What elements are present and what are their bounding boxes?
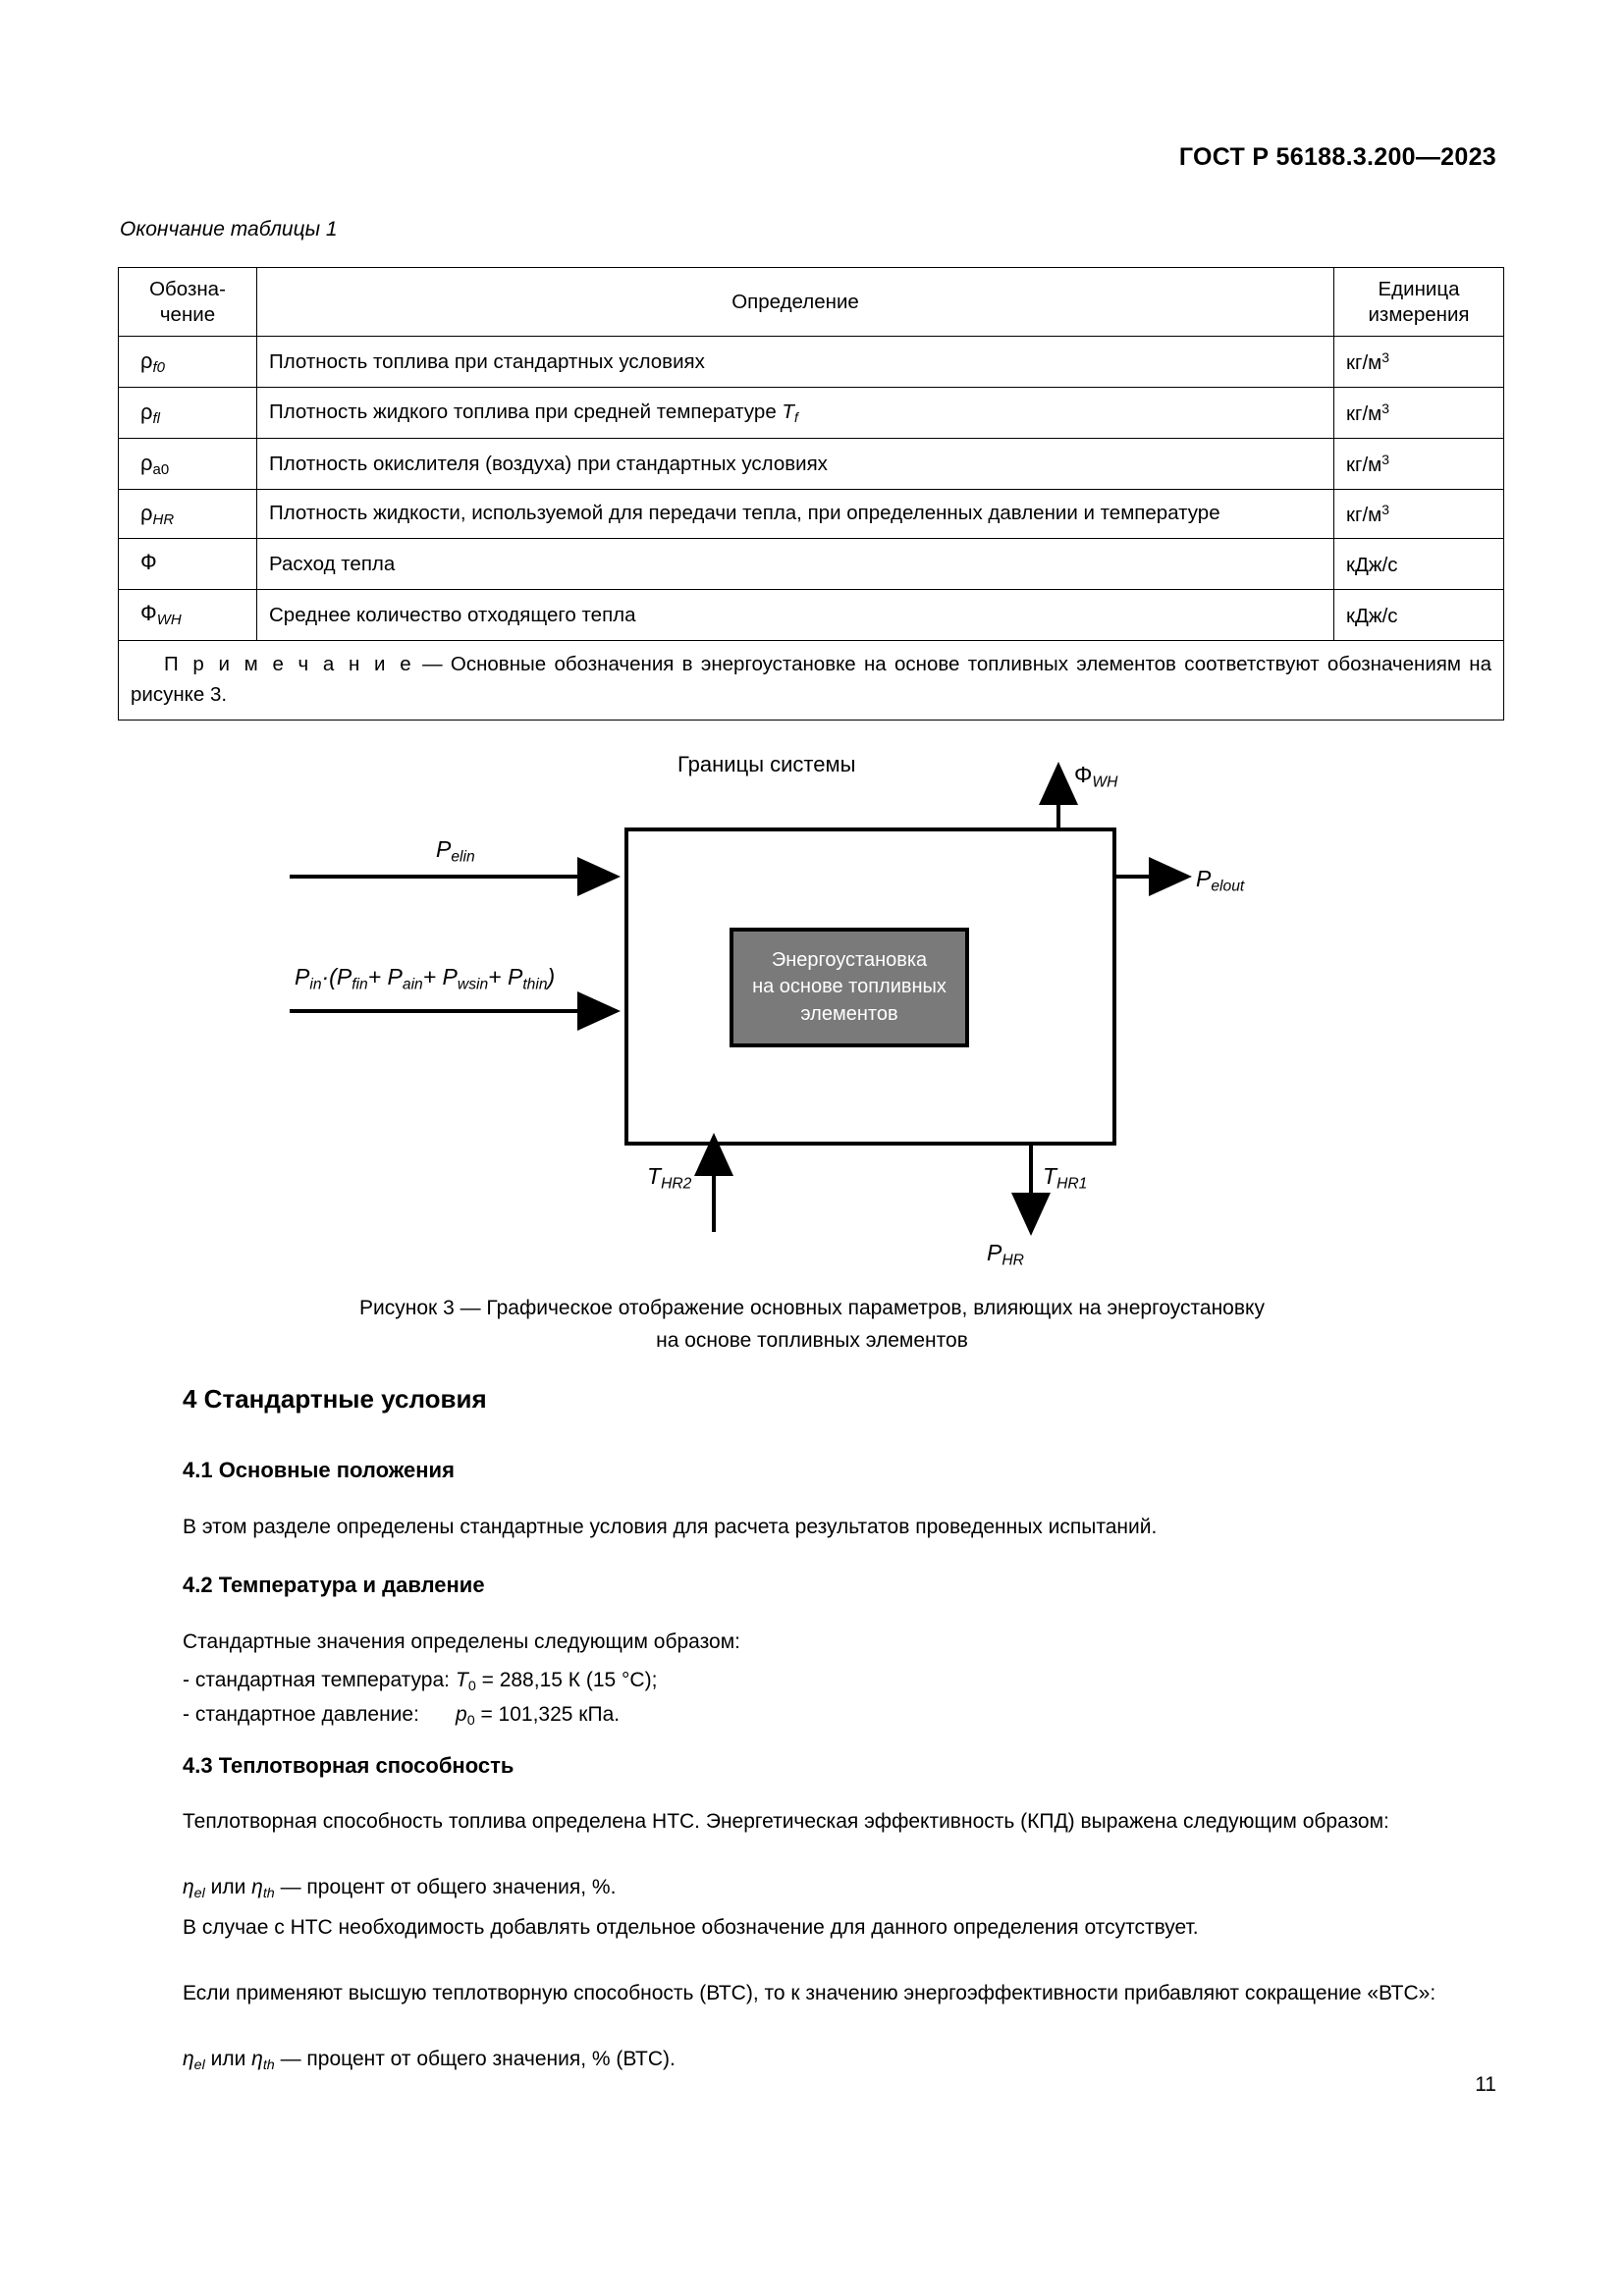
row-symbol: [119, 590, 257, 641]
header-symbol: [119, 268, 257, 337]
unit-superscript: 3: [1381, 348, 1390, 365]
unit-base: кДж/с: [1346, 553, 1398, 576]
standard-temperature-variable: T: [456, 1669, 468, 1691]
standard-temperature-label: - стандартная температура:: [183, 1669, 450, 1691]
unit-superscript: 3: [1381, 451, 1390, 467]
fuel-expr-plus1: + P: [367, 964, 403, 989]
page-number: 11: [1475, 2073, 1496, 2096]
figure-caption-line1: Рисунок 3 — Графическое отображение основных параметров, влияющих на энергоустановку: [359, 1297, 1265, 1319]
fuel-expr-p-sub: in: [309, 976, 322, 993]
p-hr-base: P: [987, 1240, 1002, 1265]
symbol-base: ρ: [140, 450, 153, 475]
phi-wh-base: Φ: [1074, 762, 1093, 787]
eta-th-subscript-2: th: [262, 2056, 275, 2073]
symbol-subscript: WH: [156, 612, 182, 629]
note-text: — Основные обозначения в энергоустановке на основе топливных элементов соответствуют обозначениям на рисунке 3.: [131, 653, 1491, 706]
fuel-cell-block-line1: Энергоустановка: [771, 948, 928, 971]
row-symbol: [119, 337, 257, 388]
p-elin-label: [436, 836, 475, 866]
symbol-base: ρ: [140, 500, 153, 525]
document-header-standard-number: ГОСТ Р 56188.3.200—2023: [1178, 143, 1496, 171]
table-row: [119, 337, 1504, 388]
section-4-1-body: В этом разделе определены стандартные условия для расчета результатов проведенных испытаний.: [183, 1516, 1158, 1538]
unit-superscript: 3: [1381, 502, 1390, 518]
section-4-title: 4 Стандартные условия: [183, 1384, 487, 1414]
standard-pressure-label: - стандартное давление:: [183, 1703, 419, 1726]
section-4-2-title: 4.2 Температура и давление: [183, 1573, 485, 1597]
row-unit: [1334, 539, 1504, 590]
row-unit: [1334, 439, 1504, 490]
table-row: [119, 490, 1504, 539]
header-unit-line1: Единица: [1378, 278, 1460, 300]
row-symbol: [119, 388, 257, 439]
fuel-expr-plus2: + P: [422, 964, 458, 989]
note-lead-word: П р и м е ч а н и е: [164, 653, 414, 675]
figure-3-diagram: [0, 746, 1624, 1296]
symbol-subscript: fl: [152, 409, 160, 427]
p-elout-base: P: [1196, 866, 1212, 891]
table-note: [119, 641, 1504, 721]
eta-conjunction-2: или: [204, 2048, 252, 2070]
section-4-2-intro: Стандартные значения определены следующим образом:: [183, 1630, 740, 1653]
eta-el-subscript-2: el: [193, 2056, 205, 2073]
row-unit: [1334, 590, 1504, 641]
t-hr2-base: T: [647, 1163, 662, 1189]
symbol-base: ρ: [140, 399, 153, 424]
table-row: [119, 388, 1504, 439]
header-unit-line2: измерения: [1368, 302, 1470, 326]
section-4-3-eta-line-1: [118, 1872, 1504, 1905]
fuel-expr-plus3: + P: [488, 964, 523, 989]
table-row: [119, 590, 1504, 641]
standard-pressure-value: = 101,325 кПа.: [474, 1703, 621, 1726]
symbol-subscript: f0: [152, 358, 165, 376]
row-unit: [1334, 337, 1504, 388]
unit-base: кг/м: [1346, 453, 1382, 476]
row-symbol: [119, 439, 257, 490]
fuel-expr-sub3: wsin: [457, 976, 489, 993]
definition-variable-subscript: f: [793, 409, 798, 426]
header-symbol-line1: Обозна-: [149, 278, 226, 300]
fuel-expr-sub4: thin: [522, 976, 548, 993]
eta-el-subscript-1: el: [193, 1885, 205, 1901]
table-row: [119, 439, 1504, 490]
unit-base: кг/м: [1346, 504, 1382, 527]
section-4-1-title: 4.1 Основные положения: [183, 1458, 455, 1482]
standard-temperature-subscript: 0: [467, 1678, 476, 1694]
header-unit: [1334, 268, 1504, 337]
figure-caption: [0, 1293, 1624, 1357]
t-hr1-label: [1043, 1163, 1087, 1193]
unit-base: кг/м: [1346, 401, 1382, 425]
definition-text: Плотность жидкого топлива при средней температуре: [269, 400, 783, 424]
table-note-row: [119, 641, 1504, 721]
row-unit: [1334, 490, 1504, 539]
fuel-cell-block-line2: на основе топливных: [752, 976, 947, 998]
eta-th-base-1: η: [251, 1876, 263, 1898]
section-4-3-paragraph-3: Если применяют высшую теплотворную способность (ВТС), то к значению энергоэффективности прибавляют сокращение «ВТС»:: [183, 1982, 1436, 2004]
fuel-input-expression: [295, 964, 555, 993]
header-definition: Определение: [257, 268, 1334, 337]
row-definition: [257, 388, 1334, 439]
system-boundary-label: Границы системы: [677, 752, 856, 776]
fuel-expr-p-base: P: [295, 964, 310, 989]
section-4-3-paragraph-2: В случае с НТС необходимость добавлять отдельное обозначение для данного определения отсутствует.: [183, 1916, 1199, 1939]
symbol-subscript: a0: [152, 460, 170, 478]
definition-variable: T: [782, 400, 794, 424]
fuel-cell-block-line3: элементов: [800, 1002, 898, 1025]
fuel-expr-close: ): [547, 964, 556, 989]
eta-el-base-2: η: [183, 2048, 194, 2070]
row-definition: Плотность окислителя (воздуха) при стандартных условиях: [257, 439, 1334, 490]
figure-caption-line2: на основе топливных элементов: [656, 1328, 968, 1352]
p-elout-subscript: elout: [1211, 878, 1245, 895]
table-header-row: [119, 268, 1504, 337]
row-definition: Среднее количество отходящего тепла: [257, 590, 1334, 641]
p-hr-label: [987, 1240, 1024, 1269]
symbol-base: Ф: [140, 550, 157, 575]
unit-base: кДж/с: [1346, 604, 1398, 627]
eta-tail-2: — процент от общего значения, % (ВТС).: [274, 2048, 676, 2070]
row-definition: Плотность топлива при стандартных условиях: [257, 337, 1334, 388]
eta-tail-1: — процент от общего значения, %.: [274, 1876, 617, 1898]
table-caption: Окончание таблицы 1: [120, 218, 338, 240]
table-row: [119, 539, 1504, 590]
standard-temperature-row: [183, 1665, 657, 1697]
p-elout-label: [1196, 866, 1244, 895]
phi-wh-label: [1074, 762, 1117, 791]
eta-el-base-1: η: [183, 1876, 194, 1898]
unit-base: кг/м: [1346, 350, 1382, 374]
fuel-expr-open: ·(P: [321, 964, 352, 989]
p-hr-subscript: HR: [1001, 1252, 1024, 1269]
symbol-subscript: HR: [152, 510, 175, 528]
eta-th-base-2: η: [251, 2048, 263, 2070]
symbols-table: [118, 267, 1504, 721]
fuel-cell-block-label: [731, 930, 967, 1045]
standard-pressure-row: [183, 1699, 620, 1732]
row-definition: Плотность жидкости, используемой для передачи тепла, при определенных давлении и температуре: [257, 490, 1334, 539]
section-4-3-eta-line-2: [118, 2044, 1504, 2077]
section-4-3-title: 4.3 Теплотворная способность: [183, 1753, 514, 1778]
eta-conjunction-1: или: [204, 1876, 252, 1898]
phi-wh-subscript: WH: [1092, 774, 1118, 791]
p-elin-base: P: [436, 836, 452, 862]
unit-superscript: 3: [1381, 400, 1390, 416]
row-symbol: [119, 539, 257, 590]
eta-th-subscript-1: th: [262, 1885, 275, 1901]
standard-temperature-value: = 288,15 К (15 °С);: [475, 1669, 658, 1691]
t-hr2-subscript: HR2: [661, 1175, 692, 1193]
standard-pressure-variable: p: [456, 1703, 467, 1726]
header-symbol-line2: чение: [159, 302, 216, 326]
symbol-base: ρ: [140, 347, 153, 373]
section-4-3-paragraph-1: Теплотворная способность топлива определена НТС. Энергетическая эффективность (КПД) выражена следующим образом:: [183, 1810, 1389, 1833]
row-definition: Расход тепла: [257, 539, 1334, 590]
row-unit: [1334, 388, 1504, 439]
t-hr1-base: T: [1043, 1163, 1057, 1189]
p-elin-subscript: elin: [451, 848, 475, 866]
fuel-expr-sub2: ain: [402, 976, 423, 993]
standard-pressure-subscript: 0: [466, 1712, 475, 1729]
t-hr2-label: [647, 1163, 691, 1193]
symbol-base: Ф: [140, 601, 157, 626]
t-hr1-subscript: HR1: [1056, 1175, 1088, 1193]
row-symbol: [119, 490, 257, 539]
fuel-expr-sub1: fin: [352, 976, 368, 993]
